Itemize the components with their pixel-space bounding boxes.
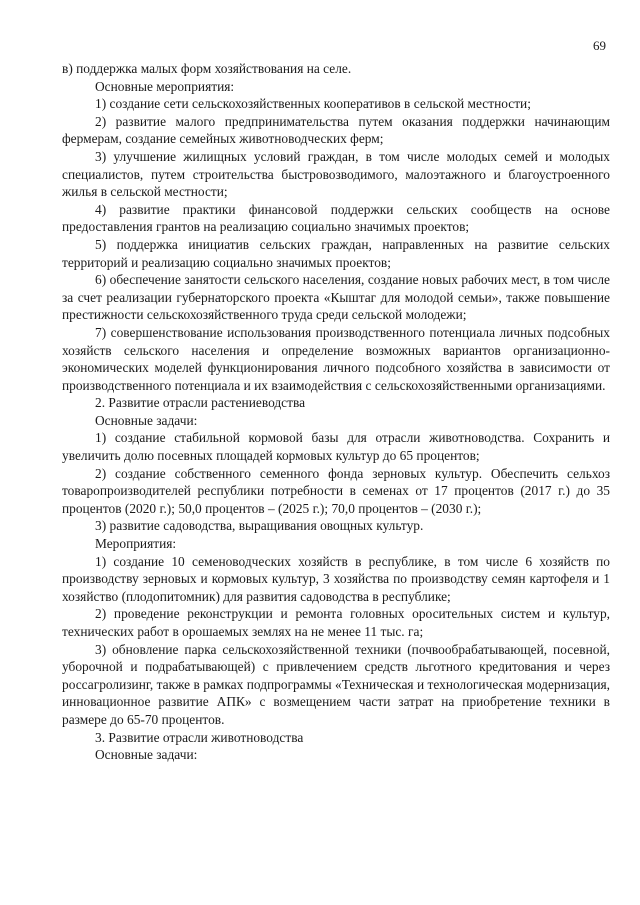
paragraph: 1) создание сети сельскохозяйственных кооперативов в сельской местности; <box>95 96 531 112</box>
paragraph: 2) проведение реконструкции и ремонта головных оросительных систем и культур, технических работ в орошаемых землях на не менее 11 тыс. га; <box>62 606 610 639</box>
paragraph: 3) обновление парка сельскохозяйственной техники (почвообрабатывающей, посевной, уборочной и подрабатывающей) с привлечением средств льготного кредитования и через россагролизинг, также в рамках подпрограммы «Техническая и технологическая модернизация, инновационное развитие АПК» с возмещением части затрат на приобретение техники в размере до 65-70 процентов. <box>62 641 610 727</box>
paragraph: в) поддержка малых форм хозяйствования на селе. <box>62 61 352 76</box>
paragraph: Мероприятия: <box>95 536 177 552</box>
paragraph: 2) развитие малого предпринимательства путем оказания поддержки начинающим фермерам, создание семейных животноводческих ферм; <box>62 113 610 147</box>
paragraph: 1) создание стабильной кормовой базы для отрасли животноводства. Сохранить и увеличить долю посевных площадей кормовых культур до 65 процентов; <box>62 430 610 464</box>
paragraph: 4) развитие практики финансовой поддержки сельских сообществ на основе предоставления грантов на реализацию социально значимых проектов; <box>62 201 610 235</box>
paragraph: Основные задачи: <box>95 412 198 428</box>
paragraph: 7) совершенствование использования производственного потенциала личных подсобных хозяйств сельского населения и определение возможных вариантов организационно-экономических моделей функционирования личного подсобного хозяйства в зависимости от производственного потенциала и их взаимодействия с сельскохозяйственными организациями. <box>62 324 610 393</box>
paragraph: 2) создание собственного семенного фонда зерновых культур. Обеспечить сельхоз товаропроизводителей республики потребности в семенах от 17 процентов (2017 г.) до 35 процентов (2020 г.); 50,0 процентов – (2025 г.); 70,0 процентов – (2030 г.); <box>62 465 610 516</box>
section-heading: 2. Развитие отрасли растениеводства <box>95 395 306 411</box>
paragraph: Основные мероприятия: <box>95 78 235 94</box>
page-number: 69 <box>593 38 606 53</box>
section-heading: 3. Развитие отрасли животноводства <box>95 729 304 745</box>
paragraph: 6) обеспечение занятости сельского населения, создание новых рабочих мест, в том числе за счет реализации губернаторского проекта «Кыштаг для молодой семьи», также повышение престижности сельскохозяйственного труда среди сельской молодежи; <box>62 272 610 323</box>
paragraph: 1) создание 10 семеноводческих хозяйств в республике, в том числе 6 хозяйств по производству зерновых и кормовых культур, 3 хозяйства по производству семян картофеля и 1 хозяйство (плодопитомник) для развития садоводства в республике; <box>62 553 610 604</box>
paragraph: Основные задачи: <box>95 747 198 763</box>
paragraph: 5) поддержка инициатив сельских граждан, направленных на развитие сельских территорий и реализацию социально значимых проектов; <box>62 236 610 270</box>
paragraph: 3) улучшение жилищных условий граждан, в том числе молодых семей и молодых специалистов, путем строительства быстровозводимого, малоэтажного и благоустроенного жилья в сельской местности; <box>62 148 610 200</box>
document-body <box>62 60 610 764</box>
paragraph: 3) развитие садоводства, выращивания овощных культур. <box>95 518 424 534</box>
